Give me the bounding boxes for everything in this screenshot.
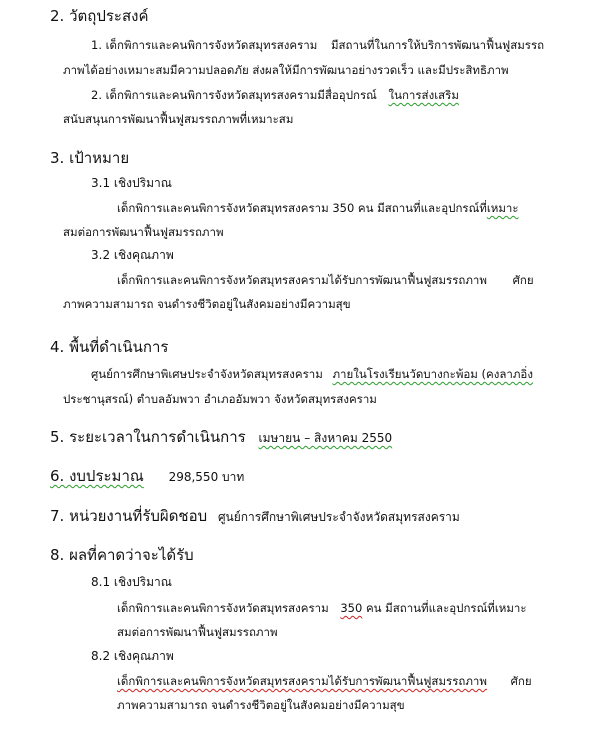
section-6-heading (50, 466, 244, 487)
section-7-heading (50, 506, 460, 527)
sec8-quantity-count: 350 (340, 601, 363, 615)
sec5-heading-text: 5. ระยะเวลาในการดำเนินการ (50, 428, 246, 446)
sec7-heading-text: 7. หน่วยงานที่รับผิดชอบ (50, 507, 208, 525)
sec6-heading-text: 6. งบประมาณ (50, 467, 144, 485)
sec2-item1-line1-text: 1. เด็กพิการและคนพิการจังหวัดสมุทรสงคราม (91, 38, 318, 52)
sec2-item2-line1-text: 2. เด็กพิการและคนพิการจังหวัดสมุทรสงครามมีสื่ออุปกรณ์ (91, 88, 377, 102)
sec3-quality-label: 3.2 เชิงคุณภาพ (91, 248, 174, 262)
sec8-quantity-line1-text: เด็กพิการและคนพิการจังหวัดสมุทรสงคราม (117, 601, 329, 615)
sec3-quantity-label: 3.1 เชิงปริมาณ (91, 176, 172, 190)
sec8-quality-line1-text: เด็กพิการและคนพิการจังหวัดสมุทรสงครามได้รับการพัฒนาฟื้นฟูสมรรถภาพ (117, 674, 487, 688)
sec6-amount: 298,550 บาท (168, 470, 245, 484)
sec3-quality-line1 (117, 272, 534, 288)
sec4-line1-text: ศูนย์การศึกษาพิเศษประจำจังหวัดสมุทรสงคราม (91, 367, 323, 381)
sec8-quantity-line2: สมต่อการพัฒนาฟื้นฟูสมรรถภาพ (117, 625, 278, 639)
sec8-quality-label: 8.2 เชิงคุณภาพ (91, 649, 174, 663)
section-2-heading: 2. วัตถุประสงค์ (50, 7, 149, 25)
sec3-quality-line2: ภาพความสามารถ จนดำรงชีวิตอยู่ในสังคมอย่างมีความสุข (63, 297, 351, 311)
section-4-heading: 4. พื้นที่ดำเนินการ (50, 338, 169, 356)
sec3-quantity-line2: สมต่อการพัฒนาฟื้นฟูสมรรถภาพ (63, 225, 224, 239)
sec8-quality-line2: ภาพความสามารถ จนดำรงชีวิตอยู่ในสังคมอย่างมีความสุข (117, 698, 405, 712)
sec2-item1-line2: ภาพได้อย่างเหมาะสมมีความปลอดภัย ส่งผลให้มีการพัฒนาอย่างรวดเร็ว และมีประสิทธิภาพ (63, 63, 509, 77)
sec3-quality-line1-text-b: ศักย (512, 273, 534, 287)
section-8-heading: 8. ผลที่คาดว่าจะได้รับ (50, 546, 194, 564)
section-3-heading: 3. เป้าหมาย (50, 149, 130, 167)
sec5-period: เมษายน – สิงหาคม 2550 (258, 431, 393, 445)
sec8-quality-line1-text-b: ศักย (510, 674, 532, 688)
sec8-quality-line1 (117, 673, 532, 689)
sec3-quantity-line1-text: เด็กพิการและคนพิการจังหวัดสมุทรสงคราม 350 คน มีสถานที่และอุปกรณ์ที่ (117, 201, 487, 215)
sec3-quantity-line1-text-b: เหมาะ (486, 201, 519, 215)
sec8-quantity-line1 (117, 600, 527, 616)
section-5-heading (50, 427, 392, 448)
sec2-item1-line1 (91, 37, 544, 53)
sec2-item2-line1 (91, 87, 459, 103)
sec7-agency: ศูนย์การศึกษาพิเศษประจำจังหวัดสมุทรสงคราม (217, 510, 460, 524)
sec8-quantity-line1-text-c: คน มีสถานที่และอุปกรณ์ที่เหมาะ (365, 601, 527, 615)
sec2-item2-line1-text-b: ในการส่งเสริม (388, 88, 459, 102)
sec3-quantity-line1 (117, 200, 519, 216)
sec2-item2-line2: สนับสนุนการพัฒนาฟื้นฟูสมรรถภาพที่เหมาะสม (63, 112, 294, 126)
sec8-quantity-label: 8.1 เชิงปริมาณ (91, 575, 172, 589)
sec3-quality-line1-text: เด็กพิการและคนพิการจังหวัดสมุทรสงครามได้รับการพัฒนาฟื้นฟูสมรรถภาพ (117, 273, 487, 287)
sec4-line1-text-b: ภายในโรงเรียนวัดบางกะพ้อม (คงลาภอิ่ง (332, 367, 533, 381)
sec2-item1-line1-text-b: มีสถานที่ในการให้บริการพัฒนาฟื้นฟูสมรรถ (330, 38, 545, 52)
sec4-line1 (91, 366, 533, 382)
sec4-line2: ประชานุสรณ์) ตำบลอัมพวา อำเภออัมพวา จังหวัดสมุทรสงคราม (63, 392, 377, 406)
